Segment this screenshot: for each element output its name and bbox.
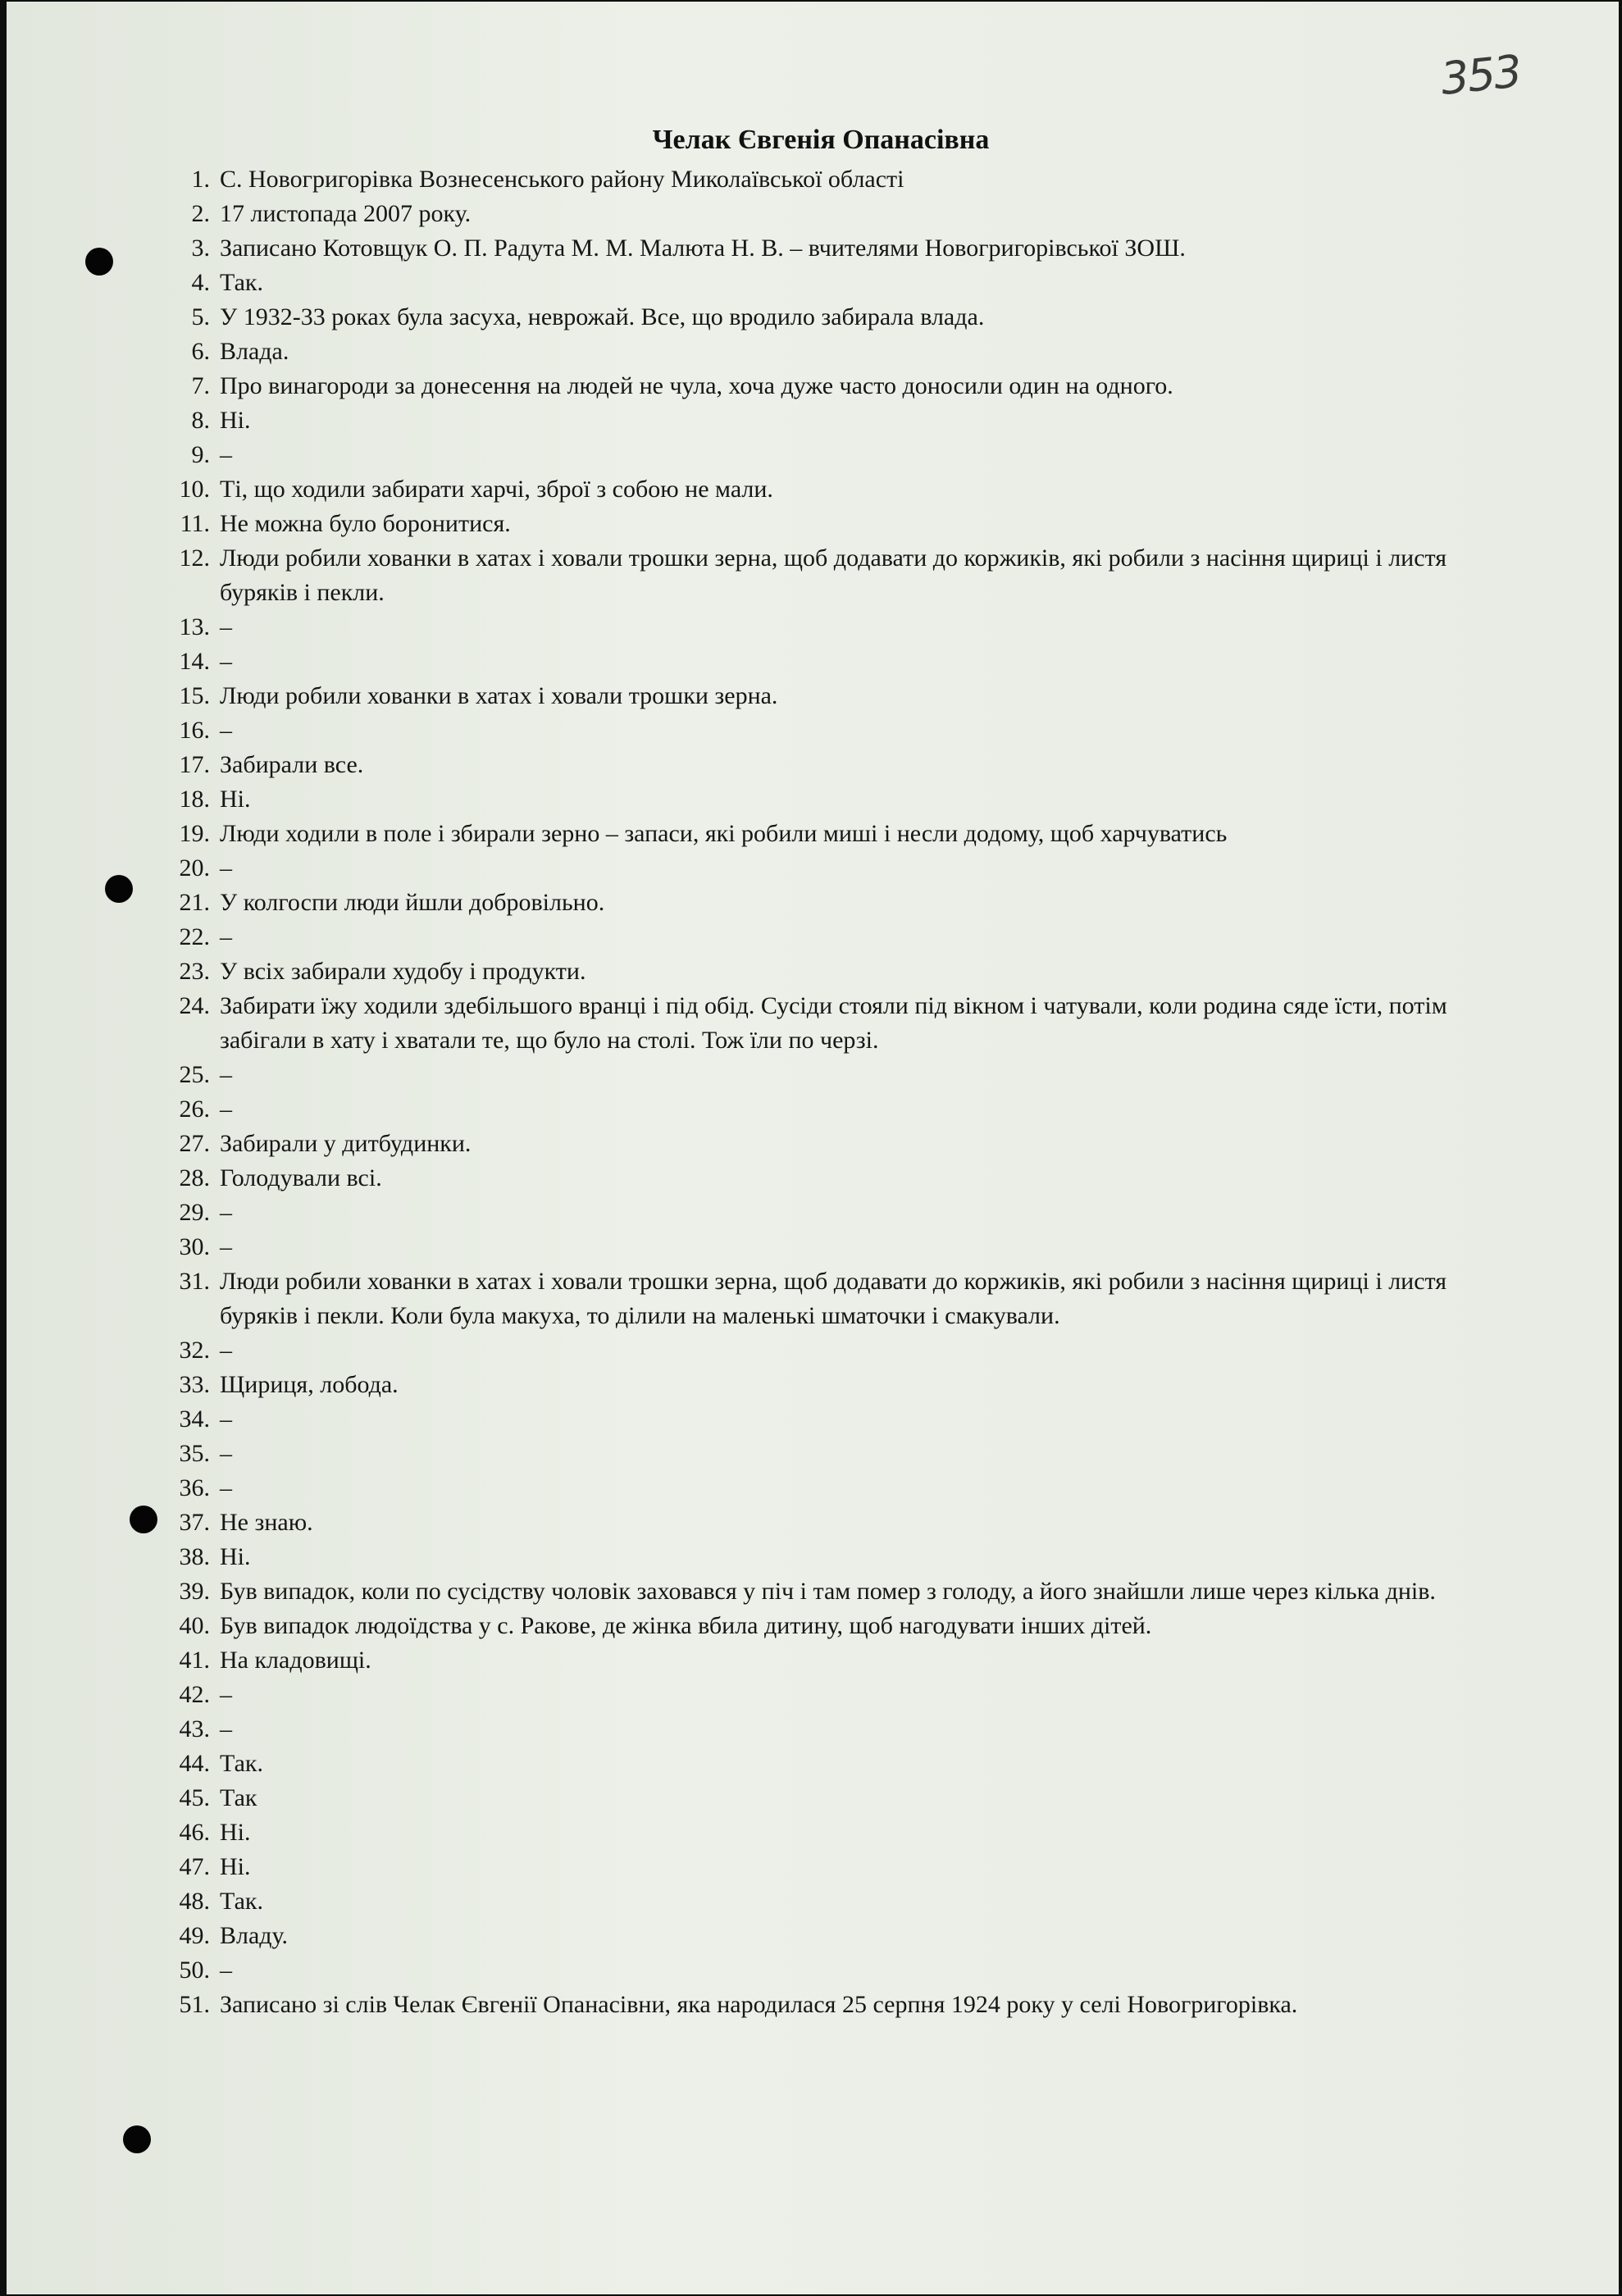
item-text: Записано зі слів Челак Євгенії Опанасівни, яка народилася 25 серпня 1924 року у селі Новогригорівка.: [220, 1991, 1298, 2018]
punch-hole-lower: [130, 1506, 157, 1533]
item-text: Записано Котовщук О. П. Радута М. М. Малюта Н. В. – вчителями Новогригорівської ЗОШ.: [220, 235, 1186, 262]
list-item: [151, 266, 1529, 300]
item-text: –: [220, 854, 232, 882]
item-text: –: [220, 1061, 232, 1088]
item-number: 1.: [191, 166, 210, 193]
list-item: [151, 1815, 1529, 1850]
list-item: [151, 1609, 1529, 1643]
item-number: 27.: [179, 1130, 210, 1157]
item-text: Влада.: [220, 338, 289, 365]
item-number: 39.: [179, 1578, 210, 1605]
list-item: [151, 1540, 1529, 1574]
item-number: 20.: [179, 854, 210, 882]
item-number: 24.: [179, 992, 210, 1019]
list-item: [151, 989, 1529, 1058]
document-title: Челак Євгенія Опанасівна: [652, 125, 990, 155]
list-item: [151, 335, 1529, 369]
item-text: Ні.: [220, 786, 251, 813]
item-text: Люди ходили в поле і збирали зерно – запаси, які робили миші і несли додому, щоб харчуватись: [220, 820, 1228, 847]
document-page: [7, 2, 1619, 2294]
item-text: Ні.: [220, 1543, 251, 1570]
list-item: [151, 1988, 1529, 2022]
list-item: [151, 1333, 1529, 1368]
item-text: Так.: [220, 1888, 263, 1915]
item-text: Був випадок людоїдства у с. Ракове, де жінка вбила дитину, щоб нагодувати інших дітей.: [220, 1612, 1152, 1639]
item-text: –: [220, 648, 232, 675]
item-number: 31.: [179, 1268, 210, 1295]
item-text: –: [220, 1474, 232, 1501]
list-item: [151, 817, 1529, 851]
item-number: 22.: [179, 923, 210, 950]
list-item: [151, 231, 1529, 266]
item-text: –: [220, 613, 232, 640]
list-item: [151, 1127, 1529, 1161]
list-item: [151, 1678, 1529, 1712]
item-number: 12.: [179, 544, 210, 572]
list-item: [151, 1196, 1529, 1230]
list-item: [151, 748, 1529, 782]
item-number: 19.: [179, 820, 210, 847]
list-item: [151, 369, 1529, 403]
item-number: 34.: [179, 1405, 210, 1433]
handwritten-page-number: 353: [1437, 45, 1524, 105]
item-number: 13.: [179, 613, 210, 640]
item-number: 26.: [179, 1096, 210, 1123]
list-item: [151, 1092, 1529, 1127]
item-number: 10.: [179, 476, 210, 503]
list-item: [151, 920, 1529, 954]
item-text: Голодували всі.: [220, 1164, 382, 1191]
item-text: –: [220, 1233, 232, 1260]
list-item: [151, 1781, 1529, 1815]
list-item: [151, 541, 1529, 610]
list-item: [151, 1506, 1529, 1540]
item-text: –: [220, 923, 232, 950]
list-item: [151, 507, 1529, 541]
item-number: 29.: [179, 1199, 210, 1226]
list-item: [151, 1058, 1529, 1092]
item-number: 35.: [179, 1440, 210, 1467]
item-number: 48.: [179, 1888, 210, 1915]
item-text: –: [220, 717, 232, 744]
item-text: Забирали у дитбудинки.: [220, 1130, 472, 1157]
item-text: Ні.: [220, 407, 251, 434]
item-text: Не можна було боронитися.: [220, 510, 511, 537]
list-item: [151, 1884, 1529, 1919]
list-item: [151, 197, 1529, 231]
item-text: Люди робили хованки в хатах і ховали трошки зерна, щоб додавати до коржиків, які робили з насіння щириці і листя буряків і пекли. Коли була макуха, то ділили на маленькі шматочки і смакували.: [220, 1268, 1447, 1329]
item-number: 2.: [191, 200, 210, 227]
item-text: Був випадок, коли по сусідству чоловік заховався у піч і там помер з голоду, а його знайшли лише через кілька днів.: [220, 1578, 1436, 1605]
list-item: [151, 1747, 1529, 1781]
item-text: –: [220, 1096, 232, 1123]
item-text: Владу.: [220, 1922, 289, 1949]
list-item: [151, 713, 1529, 748]
punch-hole-top: [85, 248, 113, 276]
item-text: С. Новогригорівка Вознесенського району Миколаївської області: [220, 166, 904, 193]
item-text: –: [220, 1957, 232, 1984]
list-item: [151, 403, 1529, 438]
item-text: Так.: [220, 269, 263, 296]
item-number: 46.: [179, 1819, 210, 1846]
item-number: 14.: [179, 648, 210, 675]
list-item: [151, 645, 1529, 679]
item-text: –: [220, 1681, 232, 1708]
item-number: 33.: [179, 1371, 210, 1398]
list-item: [151, 1850, 1529, 1884]
list-item: [151, 610, 1529, 645]
item-text: –: [220, 1440, 232, 1467]
item-text: –: [220, 1199, 232, 1226]
item-number: 21.: [179, 889, 210, 916]
item-number: 43.: [179, 1715, 210, 1742]
item-number: 32.: [179, 1337, 210, 1364]
item-text: –: [220, 1405, 232, 1433]
item-text: У 1932-33 роках була засуха, неврожай. Все, що вродило забирала влада.: [220, 303, 985, 330]
item-number: 15.: [179, 682, 210, 709]
list-item: [151, 472, 1529, 507]
list-item: [151, 1230, 1529, 1264]
list-item: [151, 1953, 1529, 1988]
item-number: 44.: [179, 1750, 210, 1777]
item-text: Так.: [220, 1750, 263, 1777]
answer-list: [151, 162, 1529, 2022]
list-item: [151, 954, 1529, 989]
list-item: [151, 1368, 1529, 1402]
item-text: Забирати їжу ходили здебільшого вранці і під обід. Сусіди стояли під вікном і чатували, коли родина сяде їсти, потім забігали в хату і хватали те, що було на столі. Тож їли по черзі.: [220, 992, 1447, 1054]
list-item: [151, 679, 1529, 713]
item-number: 11.: [180, 510, 210, 537]
item-number: 28.: [179, 1164, 210, 1191]
list-item: [151, 1264, 1529, 1333]
item-number: 38.: [179, 1543, 210, 1570]
item-text: Так: [220, 1784, 257, 1811]
list-item: [151, 886, 1529, 920]
item-number: 16.: [179, 717, 210, 744]
list-item: [151, 1919, 1529, 1953]
item-number: 6.: [191, 338, 210, 365]
item-number: 23.: [179, 958, 210, 985]
list-item: [151, 1402, 1529, 1437]
item-number: 17.: [179, 751, 210, 778]
punch-hole-middle: [105, 875, 133, 903]
item-number: 51.: [179, 1991, 210, 2018]
item-number: 41.: [179, 1647, 210, 1674]
item-text: –: [220, 1337, 232, 1364]
list-item: [151, 782, 1529, 817]
item-text: Про винагороди за донесення на людей не чула, хоча дуже часто доносили один на одного.: [220, 372, 1173, 399]
item-number: 5.: [191, 303, 210, 330]
list-item: [151, 1161, 1529, 1196]
item-text: Не знаю.: [220, 1509, 313, 1536]
list-item: [151, 300, 1529, 335]
item-number: 25.: [179, 1061, 210, 1088]
list-item: [151, 162, 1529, 197]
item-number: 3.: [191, 235, 210, 262]
item-number: 49.: [179, 1922, 210, 1949]
item-number: 8.: [191, 407, 210, 434]
item-text: –: [220, 441, 232, 468]
item-number: 42.: [179, 1681, 210, 1708]
item-number: 50.: [179, 1957, 210, 1984]
item-number: 18.: [179, 786, 210, 813]
list-item: [151, 1643, 1529, 1678]
list-item: [151, 1471, 1529, 1506]
list-item: [151, 438, 1529, 472]
item-text: Люди робили хованки в хатах і ховали трошки зерна.: [220, 682, 778, 709]
item-text: Забирали все.: [220, 751, 364, 778]
item-text: На кладовищі.: [220, 1647, 371, 1674]
item-number: 40.: [179, 1612, 210, 1639]
item-text: Люди робили хованки в хатах і ховали трошки зерна, щоб додавати до коржиків, які робили з насіння щириці і листя буряків і пекли.: [220, 544, 1447, 606]
item-text: Ні.: [220, 1853, 251, 1880]
item-number: 7.: [191, 372, 210, 399]
list-item: [151, 1574, 1529, 1609]
item-number: 37.: [179, 1509, 210, 1536]
item-number: 9.: [191, 441, 210, 468]
list-item: [151, 851, 1529, 886]
item-text: Щириця, лобода.: [220, 1371, 399, 1398]
item-number: 47.: [179, 1853, 210, 1880]
list-item: [151, 1437, 1529, 1471]
punch-hole-bottom: [123, 2125, 151, 2153]
item-number: 4.: [191, 269, 210, 296]
item-text: Ті, що ходили забирати харчі, зброї з собою не мали.: [220, 476, 773, 503]
item-text: –: [220, 1715, 232, 1742]
item-text: У колгоспи люди йшли добровільно.: [220, 889, 605, 916]
item-text: У всіх забирали худобу і продукти.: [220, 958, 586, 985]
list-item: [151, 1712, 1529, 1747]
item-text: Ні.: [220, 1819, 251, 1846]
item-number: 36.: [179, 1474, 210, 1501]
item-number: 30.: [179, 1233, 210, 1260]
item-number: 45.: [179, 1784, 210, 1811]
item-text: 17 листопада 2007 року.: [220, 200, 472, 227]
